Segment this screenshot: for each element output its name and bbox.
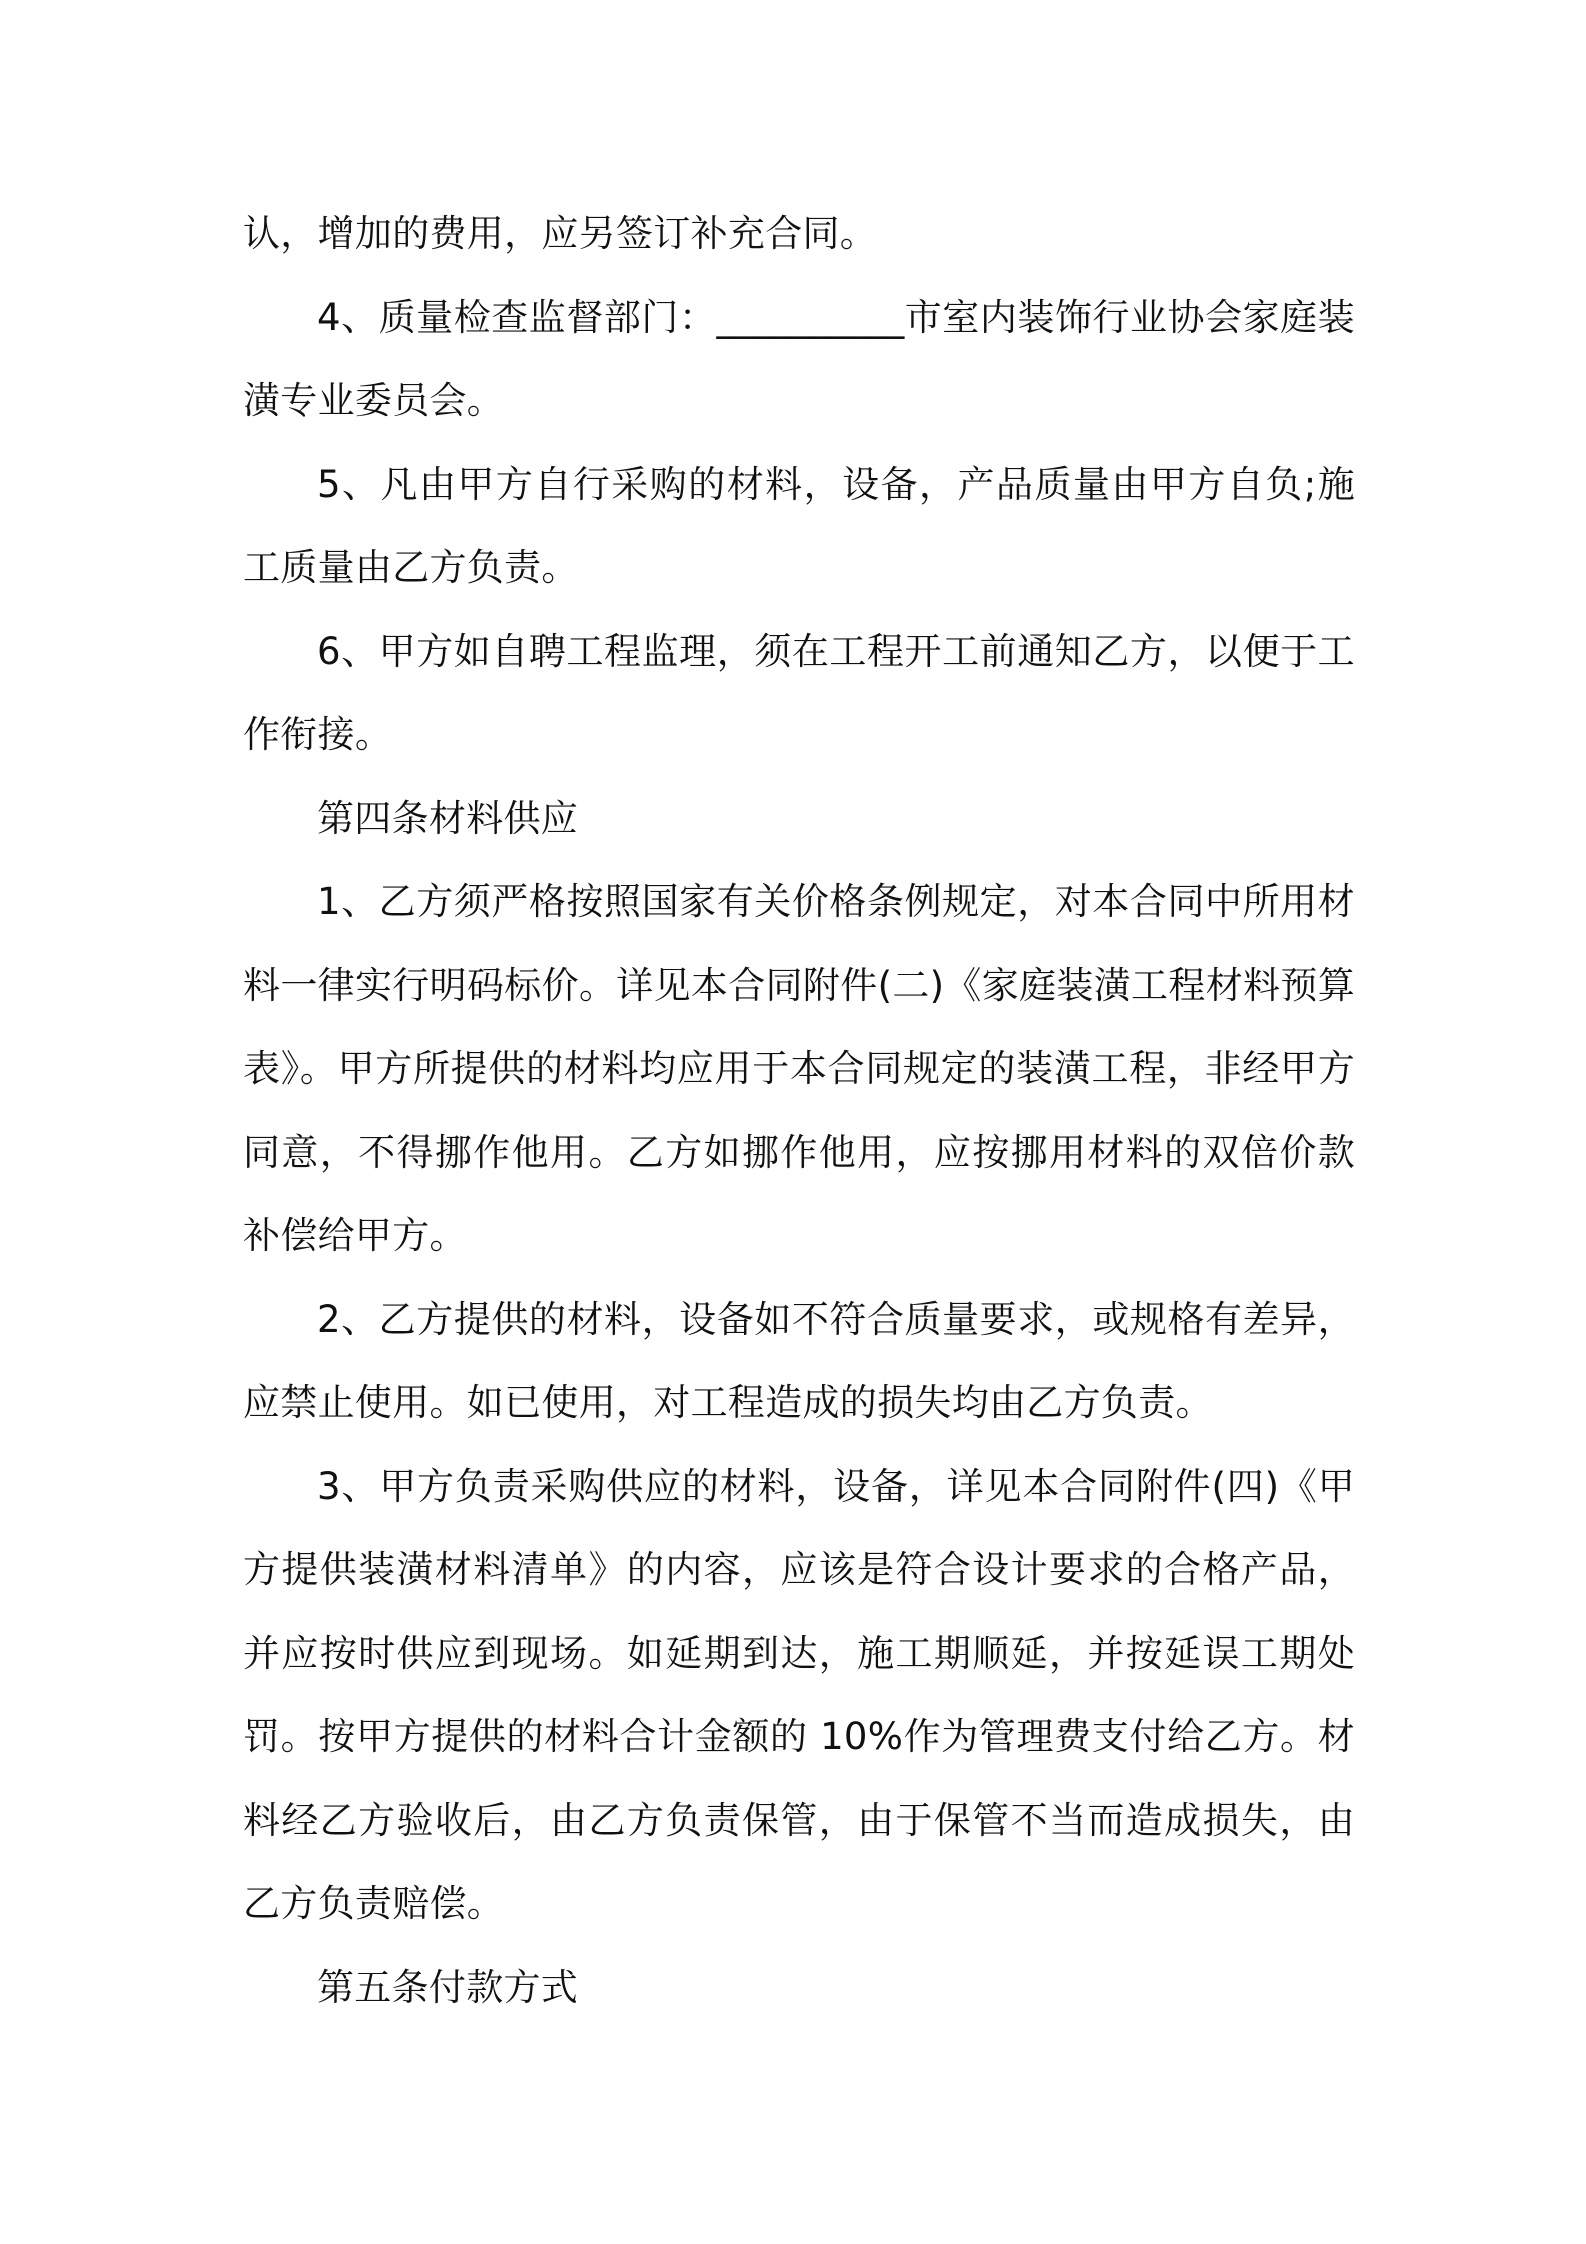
clause-3-4-quality-supervision: 4、质量检查监督部门：__________市室内装饰行业协会家庭装潢专业委员会。 bbox=[243, 295, 1355, 422]
paragraph-continuation: 认，增加的费用，应另签订补充合同。 bbox=[243, 212, 878, 255]
clause-4-1-pricing: 1、乙方须严格按照国家有关价格条例规定，对本合同中所用材料一律实行明码标价。详见本合同附件(二)《家庭装潢工程材料预算表》。甲方所提供的材料均应用于本合同规定的装潢工程，非经甲方同意，不得挪作他用。乙方如挪作他用，应按挪用材料的双倍价款补偿给甲方。 bbox=[243, 880, 1355, 1257]
clause-4-3-party-a-materials: 3、甲方负责采购供应的材料，设备，详见本合同附件(四)《甲方提供装潢材料清单》的内容，应该是符合设计要求的合格产品，并应按时供应到现场。如延期到达，施工期顺延，并按延误工期处罚。按甲方提供的材料合计金额的 10%作为管理费支付给乙方。材料经乙方验收后，由乙方负责保管，由于保管不当而造成损失，由乙方负责赔偿。 bbox=[243, 1464, 1355, 1925]
document-body bbox=[243, 192, 1355, 2029]
clause-3-6-supervisor-notice: 6、甲方如自聘工程监理，须在工程开工前通知乙方，以便于工作衔接。 bbox=[243, 629, 1355, 756]
article-4-heading: 第四条材料供应 bbox=[317, 796, 579, 840]
clause-3-5-quality-responsibility: 5、凡由甲方自行采购的材料，设备，产品质量由甲方自负;施工质量由乙方负责。 bbox=[243, 462, 1355, 589]
clause-4-2-material-quality: 2、乙方提供的材料，设备如不符合质量要求，或规格有差异，应禁止使用。如已使用，对工程造成的损失均由乙方负责。 bbox=[243, 1297, 1355, 1424]
article-5-heading: 第五条付款方式 bbox=[317, 1965, 579, 2009]
